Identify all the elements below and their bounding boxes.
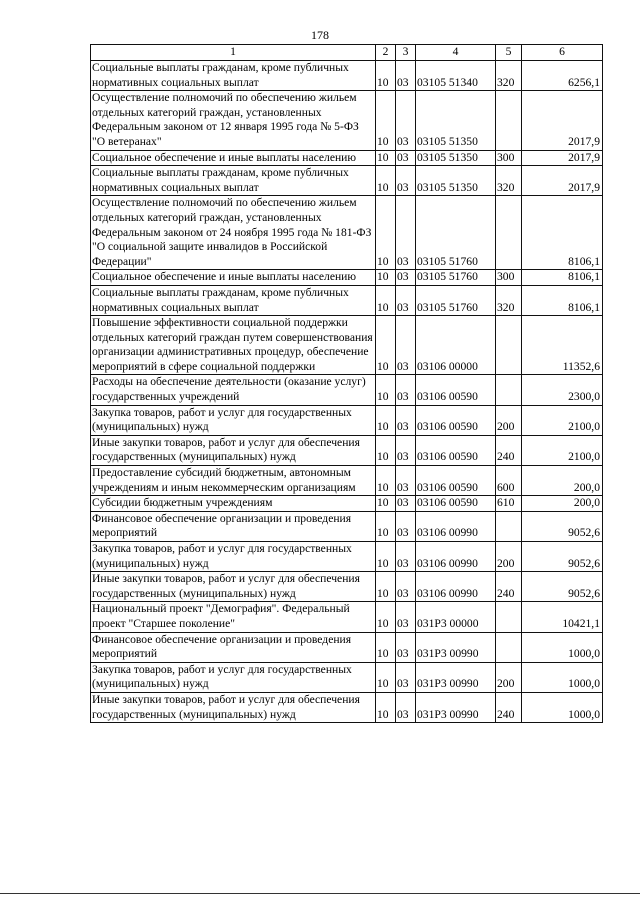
- table-row: [91, 405, 603, 435]
- section-code-cell: 10: [376, 61, 396, 91]
- section-code-cell: 10: [376, 662, 396, 692]
- expense-type-cell: 240: [496, 692, 522, 722]
- amount-cell: 1000,0: [522, 692, 603, 722]
- target-article-cell: 031P3 00990: [416, 632, 496, 662]
- target-article-cell: 03106 00590: [416, 496, 496, 512]
- expense-name-cell: Осуществление полномочий по обеспечению жильем отдельных категорий граждан, установленных Федеральным законом от 12 января 1995 года № 5-ФЗ "О ветеранах": [91, 91, 376, 150]
- expense-type-cell: [496, 511, 522, 541]
- target-article-cell: 03106 00000: [416, 316, 496, 375]
- subsection-code-cell: 03: [396, 542, 416, 572]
- target-article-cell: 03105 51350: [416, 166, 496, 196]
- section-code-cell: 10: [376, 572, 396, 602]
- amount-cell: 9052,6: [522, 542, 603, 572]
- amount-cell: 10421,1: [522, 602, 603, 632]
- page-number: 178: [311, 28, 329, 42]
- subsection-code-cell: 03: [396, 692, 416, 722]
- expense-name-cell: Социальное обеспечение и иные выплаты населению: [91, 270, 376, 286]
- target-article-cell: 03105 51340: [416, 61, 496, 91]
- subsection-code-cell: 03: [396, 572, 416, 602]
- subsection-code-cell: 03: [396, 166, 416, 196]
- expense-name-cell: Закупка товаров, работ и услуг для государственных (муниципальных) нужд: [91, 662, 376, 692]
- amount-cell: 2300,0: [522, 375, 603, 405]
- section-code-cell: 10: [376, 166, 396, 196]
- expense-name-cell: Субсидии бюджетным учреждениям: [91, 496, 376, 512]
- expense-type-cell: 240: [496, 572, 522, 602]
- table-row: [91, 542, 603, 572]
- expense-name-cell: Иные закупки товаров, работ и услуг для обеспечения государственных (муниципальных) нужд: [91, 435, 376, 465]
- section-code-cell: 10: [376, 496, 396, 512]
- target-article-cell: 03106 00990: [416, 511, 496, 541]
- section-code-cell: 10: [376, 692, 396, 722]
- target-article-cell: 03106 00590: [416, 405, 496, 435]
- expense-name-cell: Расходы на обеспечение деятельности (оказание услуг) государственных учреждений: [91, 375, 376, 405]
- table-row: [91, 632, 603, 662]
- table-row: [91, 285, 603, 315]
- target-article-cell: 03106 00990: [416, 542, 496, 572]
- section-code-cell: 10: [376, 511, 396, 541]
- section-code-cell: 10: [376, 602, 396, 632]
- expense-type-cell: 200: [496, 662, 522, 692]
- section-code-cell: 10: [376, 375, 396, 405]
- table-row: [91, 466, 603, 496]
- table-row: [91, 692, 603, 722]
- target-article-cell: 03105 51760: [416, 285, 496, 315]
- expense-name-cell: Социальное обеспечение и иные выплаты населению: [91, 150, 376, 166]
- table-row: [91, 150, 603, 166]
- amount-cell: 6256,1: [522, 61, 603, 91]
- target-article-cell: 031P3 00990: [416, 662, 496, 692]
- table-row: [91, 511, 603, 541]
- subsection-code-cell: 03: [396, 662, 416, 692]
- column-header: 1: [91, 45, 376, 61]
- subsection-code-cell: 03: [396, 150, 416, 166]
- expense-name-cell: Иные закупки товаров, работ и услуг для обеспечения государственных (муниципальных) нужд: [91, 692, 376, 722]
- table-row: [91, 435, 603, 465]
- expense-name-cell: Закупка товаров, работ и услуг для государственных (муниципальных) нужд: [91, 542, 376, 572]
- expense-name-cell: Социальные выплаты гражданам, кроме публичных нормативных социальных выплат: [91, 285, 376, 315]
- amount-cell: 2017,9: [522, 166, 603, 196]
- amount-cell: 8106,1: [522, 285, 603, 315]
- header-row: [91, 45, 603, 61]
- column-header: 2: [376, 45, 396, 61]
- expense-type-cell: [496, 375, 522, 405]
- subsection-code-cell: 03: [396, 196, 416, 270]
- subsection-code-cell: 03: [396, 466, 416, 496]
- expense-type-cell: [496, 602, 522, 632]
- target-article-cell: 03106 00590: [416, 435, 496, 465]
- subsection-code-cell: 03: [396, 316, 416, 375]
- subsection-code-cell: 03: [396, 632, 416, 662]
- target-article-cell: 03105 51350: [416, 150, 496, 166]
- column-header: 3: [396, 45, 416, 61]
- expense-type-cell: 600: [496, 466, 522, 496]
- table-row: [91, 602, 603, 632]
- expense-name-cell: Осуществление полномочий по обеспечению жильем отдельных категорий граждан, установленных Федеральным законом от 24 ноября 1995 года № 181-ФЗ "О социальной защите инвалидов в Российской Федерации": [91, 196, 376, 270]
- expense-type-cell: [496, 316, 522, 375]
- amount-cell: 8106,1: [522, 196, 603, 270]
- expense-name-cell: Социальные выплаты гражданам, кроме публичных нормативных социальных выплат: [91, 61, 376, 91]
- expense-name-cell: Финансовое обеспечение организации и проведения мероприятий: [91, 632, 376, 662]
- expense-type-cell: 610: [496, 496, 522, 512]
- expense-name-cell: Национальный проект "Демография". Федеральный проект "Старшее поколение": [91, 602, 376, 632]
- expense-type-cell: [496, 632, 522, 662]
- section-code-cell: 10: [376, 91, 396, 150]
- expense-name-cell: Финансовое обеспечение организации и проведения мероприятий: [91, 511, 376, 541]
- amount-cell: 200,0: [522, 496, 603, 512]
- expense-type-cell: 200: [496, 542, 522, 572]
- table-row: [91, 375, 603, 405]
- target-article-cell: 03106 00590: [416, 466, 496, 496]
- table-row: [91, 61, 603, 91]
- amount-cell: 2017,9: [522, 91, 603, 150]
- expense-type-cell: 300: [496, 150, 522, 166]
- subsection-code-cell: 03: [396, 285, 416, 315]
- expense-name-cell: Повышение эффективности социальной поддержки отдельных категорий граждан путем совершенствования организации административных процедур, обеспечение мероприятий в сфере социальной поддержки: [91, 316, 376, 375]
- amount-cell: 2017,9: [522, 150, 603, 166]
- target-article-cell: 03106 00990: [416, 572, 496, 602]
- expense-name-cell: Иные закупки товаров, работ и услуг для обеспечения государственных (муниципальных) нужд: [91, 572, 376, 602]
- expense-type-cell: [496, 91, 522, 150]
- subsection-code-cell: 03: [396, 270, 416, 286]
- expense-name-cell: Социальные выплаты гражданам, кроме публичных нормативных социальных выплат: [91, 166, 376, 196]
- subsection-code-cell: 03: [396, 435, 416, 465]
- expense-name-cell: Предоставление субсидий бюджетным, автономным учреждениям и иным некоммерческим организациям: [91, 466, 376, 496]
- subsection-code-cell: 03: [396, 496, 416, 512]
- section-code-cell: 10: [376, 270, 396, 286]
- expense-name-cell: Закупка товаров, работ и услуг для государственных (муниципальных) нужд: [91, 405, 376, 435]
- table-row: [91, 572, 603, 602]
- section-code-cell: 10: [376, 632, 396, 662]
- amount-cell: 1000,0: [522, 662, 603, 692]
- table-row: [91, 496, 603, 512]
- expense-type-cell: [496, 196, 522, 270]
- column-header: 5: [496, 45, 522, 61]
- target-article-cell: 03105 51350: [416, 91, 496, 150]
- section-code-cell: 10: [376, 316, 396, 375]
- target-article-cell: 03106 00590: [416, 375, 496, 405]
- amount-cell: 9052,6: [522, 511, 603, 541]
- table-row: [91, 166, 603, 196]
- amount-cell: 1000,0: [522, 632, 603, 662]
- amount-cell: 2100,0: [522, 405, 603, 435]
- page-bottom-line: [0, 893, 640, 894]
- expense-type-cell: 320: [496, 61, 522, 91]
- target-article-cell: 03105 51760: [416, 270, 496, 286]
- table-body: [91, 61, 603, 723]
- subsection-code-cell: 03: [396, 61, 416, 91]
- section-code-cell: 10: [376, 405, 396, 435]
- table-row: [91, 270, 603, 286]
- section-code-cell: 10: [376, 150, 396, 166]
- table-row: [91, 196, 603, 270]
- expense-type-cell: 200: [496, 405, 522, 435]
- amount-cell: 8106,1: [522, 270, 603, 286]
- expense-type-cell: 320: [496, 285, 522, 315]
- subsection-code-cell: 03: [396, 91, 416, 150]
- section-code-cell: 10: [376, 466, 396, 496]
- section-code-cell: 10: [376, 435, 396, 465]
- table-row: [91, 91, 603, 150]
- section-code-cell: 10: [376, 285, 396, 315]
- column-header: 4: [416, 45, 496, 61]
- table-row: [91, 662, 603, 692]
- target-article-cell: 031P3 00990: [416, 692, 496, 722]
- subsection-code-cell: 03: [396, 405, 416, 435]
- amount-cell: 11352,6: [522, 316, 603, 375]
- subsection-code-cell: 03: [396, 602, 416, 632]
- section-code-cell: 10: [376, 196, 396, 270]
- expense-type-cell: 320: [496, 166, 522, 196]
- subsection-code-cell: 03: [396, 511, 416, 541]
- amount-cell: 2100,0: [522, 435, 603, 465]
- expense-type-cell: 240: [496, 435, 522, 465]
- amount-cell: 200,0: [522, 466, 603, 496]
- amount-cell: 9052,6: [522, 572, 603, 602]
- table-row: [91, 316, 603, 375]
- target-article-cell: 031P3 00000: [416, 602, 496, 632]
- section-code-cell: 10: [376, 542, 396, 572]
- budget-table: [90, 44, 603, 723]
- column-header: 6: [522, 45, 603, 61]
- target-article-cell: 03105 51760: [416, 196, 496, 270]
- subsection-code-cell: 03: [396, 375, 416, 405]
- expense-type-cell: 300: [496, 270, 522, 286]
